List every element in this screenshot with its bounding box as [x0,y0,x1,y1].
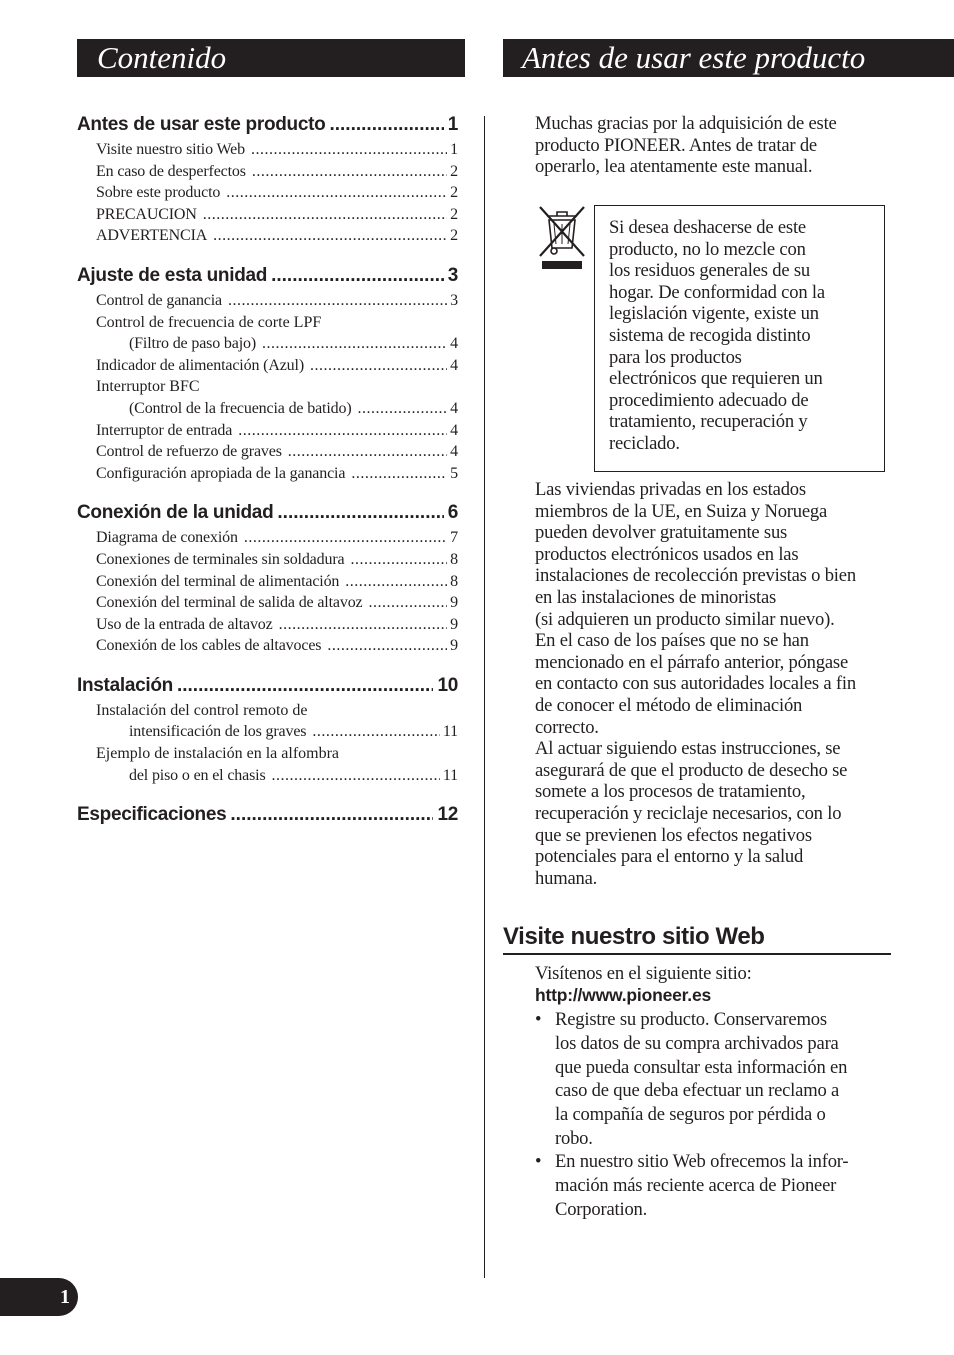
toc-entry[interactable] [96,290,458,312]
toc-entry[interactable] [96,139,458,161]
toc-section [77,111,458,247]
toc-entry-label: Control de ganancia [96,291,222,309]
bullet-line: los datos de su compra archivados para [555,1032,839,1054]
toc-entry-label[interactable]: Interruptor BFC [96,378,200,396]
bullet-line: En nuestro sitio Web ofrecemos la infor- [555,1151,849,1172]
dot-leader [238,420,447,442]
toc-entry[interactable] [96,225,458,247]
toc-entry[interactable] [96,161,458,183]
dot-leader [369,592,448,614]
table-of-contents [77,111,458,844]
toc-entry-label: Conexiones de terminales sin soldadura [96,550,345,568]
toc-entry-label: Conexión de los cables de altavoces [96,637,322,655]
toc-section-title: Instalación [77,674,173,696]
body-line: asegurará de que el producto de desecho se [535,759,848,781]
dot-leader [230,801,433,829]
crossed-out-wheelie-bin-icon [537,204,587,270]
dot-leader [177,672,434,700]
notice-line: los residuos generales de su [609,260,810,282]
toc-entry[interactable] [96,420,458,442]
toc-entry-page: 11 [442,766,458,784]
toc-entry[interactable] [96,204,458,226]
bullet-item-register [535,1008,895,1151]
notice-line: legislación vigente, existe un [609,303,819,325]
disposal-notice-box [594,205,885,472]
toc-entry-label: PRECAUCION [96,205,197,223]
dot-leader [226,182,447,204]
toc-section-title: Ajuste de esta unidad [77,264,268,286]
bullet-line: mación más reciente acerca de Pioneer [555,1174,837,1196]
toc-entry[interactable] [96,355,458,377]
toc-section-page: 1 [447,114,458,135]
body-line: mencionado en el párrafo anterior, póngase [535,651,849,673]
toc-entry[interactable] [129,721,458,743]
notice-line: tratamiento, recuperación y [609,411,808,433]
toc-entry-label: (Control de la frecuencia de batido) [129,399,352,417]
notice-line: sistema de recogida distinto [609,324,811,346]
toc-entry[interactable] [129,333,458,355]
notice-line: procedimiento adecuado de [609,389,809,411]
dot-leader [345,571,447,593]
toc-section-page: 12 [437,804,458,826]
toc-section-heading[interactable] [77,672,458,700]
toc-entry-page: 8 [450,572,458,590]
body-line: pueden devolver gratuitamente sus [535,522,788,544]
toc-section-heading[interactable] [77,499,458,527]
toc-entry-label: Indicador de alimentación (Azul) [96,356,304,374]
toc-entry-label: En caso de desperfectos [96,162,246,180]
toc-entry-label[interactable]: Control de frecuencia de corte LPF [96,313,322,331]
notice-line: reciclado. [609,432,680,454]
toc-entry-page: 7 [450,529,458,547]
body-line: correcto. [535,716,599,738]
toc-entry-label: Visite nuestro sitio Web [96,141,245,158]
bullet-item-info [535,1150,895,1221]
toc-entry[interactable] [96,441,458,463]
toc-entry-page: 2 [450,205,458,223]
page-number: 1 [60,1286,70,1308]
bullet-symbol: • [535,1151,542,1172]
toc-entry-page: 11 [442,723,458,741]
dot-leader [251,139,447,161]
toc-section-page: 10 [437,674,458,696]
toc-section-page: 6 [447,502,458,524]
disposal-body-paragraph [535,479,895,889]
dot-leader [350,549,447,571]
toc-section-heading[interactable] [77,111,458,139]
toc-entry-page: 4 [450,443,458,461]
body-line: somete a los procesos de tratamiento, [535,781,806,803]
dot-leader [262,333,447,355]
toc-section [77,801,458,829]
bullet-line: que pueda consultar esta información en [555,1056,848,1078]
toc-entry[interactable] [96,592,458,614]
body-line: de conocer el método de eliminación [535,694,803,716]
toc-entry-label: Interruptor de entrada [96,421,233,439]
toc-entry[interactable] [129,398,458,420]
page-number-tab [0,1278,78,1316]
section-title: Antes de usar este producto [522,40,866,75]
toc-entry-label: Conexión del terminal de alimentación [96,572,340,590]
toc-section-title: Conexión de la unidad [77,502,274,524]
bullet-line: caso de que deba efectuar un reclamo a [555,1080,840,1102]
body-line: potenciales para el entorno y la salud [535,846,804,868]
toc-entry-label: intensificación de los graves [129,723,307,741]
toc-entry-page: 1 [450,141,458,158]
toc-entry-page: 8 [450,550,458,568]
toc-entry-page: 9 [450,615,458,633]
toc-entry[interactable] [96,463,458,485]
dot-leader [310,355,447,377]
notice-line: Si desea deshacerse de este [609,217,806,238]
toc-section [77,262,458,484]
dot-leader [244,527,447,549]
toc-entry-label: Control de refuerzo de graves [96,443,282,461]
toc-entry-label: (Filtro de paso bajo) [129,335,257,353]
intro-line: Muchas gracias por la adquisición de este [535,113,837,134]
body-line: humana. [535,867,598,889]
body-line: (si adquieren un producto similar nuevo). [535,608,835,630]
website-link[interactable]: http://www.pioneer.es [535,984,712,1005]
toc-entry-label: Sobre este producto [96,184,221,202]
bullet-line: robo. [555,1127,593,1149]
dot-leader [228,290,447,312]
toc-entry[interactable] [96,549,458,571]
toc-entry-page: 9 [450,594,458,612]
body-line: recuperación y reciclaje necesarios, con lo [535,802,842,824]
body-line: miembros de la UE, en Suiza y Noruega [535,500,828,522]
toc-entry-page: 5 [450,464,458,482]
body-line: Las viviendas privadas en los estados [535,479,806,500]
intro-line: producto PIONEER. Antes de tratar de [535,134,817,156]
toc-entry[interactable] [129,765,458,787]
notice-line: electrónicos que requieren un [609,368,823,390]
toc-entry[interactable] [96,182,458,204]
toc-section-page: 3 [447,264,458,286]
body-line: en contacto con sus autoridades locales a fin [535,673,856,695]
section-title-banner [503,39,954,77]
notice-line: hogar. De conformidad con la [609,281,825,303]
toc-section [77,499,458,657]
dot-leader [271,262,444,290]
dot-leader [277,499,443,527]
body-line: que se previenen los efectos negativos [535,824,812,846]
dot-leader [272,765,440,787]
toc-section [77,672,458,786]
visit-paragraph [535,963,895,1006]
section-heading-website: Visite nuestro sitio Web [503,921,891,955]
bullet-line: la compañía de seguros por pérdida o [555,1104,826,1126]
toc-section-heading[interactable] [77,801,458,829]
notice-line: para los productos [609,346,742,368]
dot-leader [329,111,443,139]
toc-entry-label: Conexión del terminal de salida de altavoz [96,594,363,612]
body-line: En el caso de los países que no se han [535,630,809,652]
toc-entry-label: Configuración apropiada de la ganancia [96,464,346,482]
toc-entry-label: Uso de la entrada de altavoz [96,615,273,633]
toc-entry-page: 9 [450,637,458,655]
bullet-line: Corporation. [555,1198,648,1220]
body-line: Al actuar siguiendo estas instrucciones, se [535,738,841,760]
dot-leader [252,161,447,183]
toc-section-title: Especificaciones [77,804,227,826]
toc-entry-label: ADVERTENCIA [96,227,208,245]
contents-title-banner [77,39,465,77]
toc-entry-page: 4 [450,356,458,374]
column-divider [484,116,485,1278]
toc-entry-page: 3 [450,291,458,309]
notice-line: producto, no lo mezcle con [609,238,806,260]
toc-entry-label: del piso o en el chasis [129,766,266,784]
toc-entry-label: Diagrama de conexión [96,529,238,547]
dot-leader [312,721,440,743]
toc-entry[interactable] [96,527,458,549]
toc-entry-page: 2 [450,184,458,202]
toc-section-heading[interactable] [77,262,458,290]
visit-text: Visítenos en el siguiente sitio: [535,963,752,984]
body-line: instalaciones de recolección previstas o bien [535,565,856,587]
toc-entry-page: 2 [450,227,458,245]
dot-leader [213,225,447,247]
dot-leader [288,441,447,463]
bullet-line: Registre su producto. Conservaremos [555,1009,827,1030]
bullet-symbol: • [535,1009,542,1030]
dot-leader [203,204,447,226]
toc-entry-page: 4 [450,335,458,353]
toc-entry-label[interactable]: Ejemplo de instalación en la alfombra [96,745,340,763]
intro-paragraph [535,113,895,178]
toc-entry-page: 4 [450,399,458,417]
dot-leader [279,614,448,636]
dot-leader [327,635,447,657]
body-line: en las instalaciones de minoristas [535,586,777,608]
toc-entry-page: 4 [450,421,458,439]
dot-leader [351,463,447,485]
toc-section-title: Antes de usar este producto [77,114,326,135]
toc-entry[interactable] [96,635,458,657]
body-line: productos electrónicos usados en las [535,543,799,565]
intro-line: operarlo, lea atentamente este manual. [535,156,813,178]
toc-entry-label[interactable]: Instalación del control remoto de [96,701,308,719]
toc-entry[interactable] [96,571,458,593]
toc-entry-page: 2 [450,162,458,180]
toc-entry[interactable] [96,614,458,636]
contents-title: Contenido [97,40,227,75]
dot-leader [358,398,448,420]
